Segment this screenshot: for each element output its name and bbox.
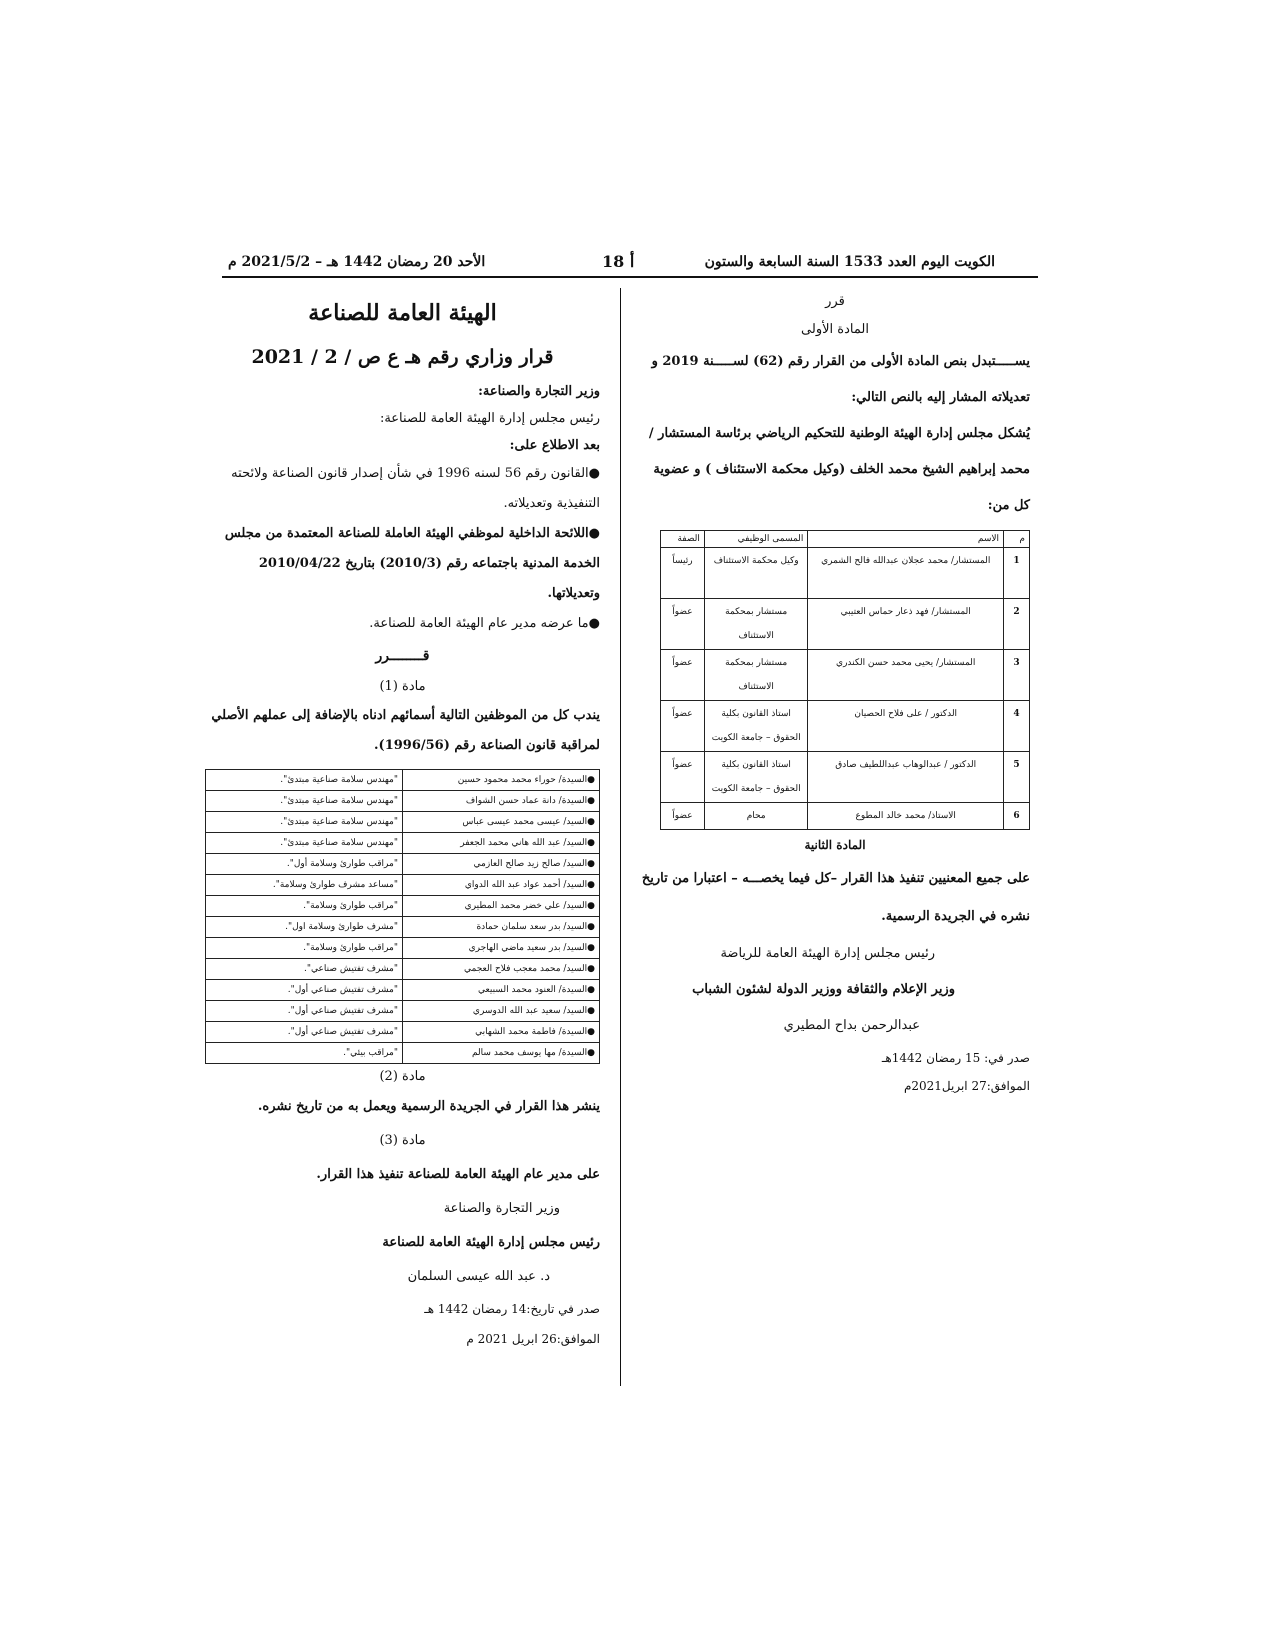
staff-name: ●السيد/ عبد الله هاني محمد الجعفر <box>403 833 600 854</box>
staff-title: "مهندس سلامة صناعية مبتدئ". <box>206 833 403 854</box>
board-member-job: استاذ القانون بكلية الحقوق – جامعة الكويت <box>704 752 808 803</box>
signature-minister-name: عبدالرحمن بداح المطيري <box>783 1018 920 1033</box>
issued-date-right: صدر في: 15 رمضان 1442هـ <box>881 1051 1030 1065</box>
board-member-job: مستشار بمحكمة الاستئناف <box>704 650 808 701</box>
article-3-title: مادة (3) <box>379 1133 426 1148</box>
staff-title: "مهندس سلامة صناعية مبتدئ". <box>206 791 403 812</box>
article-first-title: المادة الأولى <box>801 322 869 337</box>
board-member-role: عضواً <box>661 803 705 830</box>
signature-information-minister: وزير الإعلام والثقافة ووزير الدولة لشئون الشباب <box>692 982 955 997</box>
board-number: 6 <box>1004 803 1030 830</box>
corresponding-date: الموافق:26 ابريل 2021 م <box>466 1332 600 1346</box>
article-2-text: ينشر هذا القرار في الجريدة الرسمية ويعمل به من تاريخ نشره. <box>257 1099 600 1114</box>
board-member-role: عضواً <box>661 599 705 650</box>
staff-name: ●السيد/ صالح زيد صالح العازمي <box>403 854 600 875</box>
board-member-job: وكيل محكمة الاستئناف <box>704 548 808 599</box>
corresponding-date-right: الموافق:27 ابريل2021م <box>903 1079 1030 1093</box>
board-member-role: رئيساً <box>661 548 705 599</box>
reference-regulation: ●اللائحة الداخلية لموظفي الهيئة العاملة للصناعة المعتمدة من مجلس الخدمة المدنية باجتماعه رقم (2010/3) بتاريخ 2010/04/22 وتعديلاتها. <box>224 526 600 601</box>
board-row <box>661 752 1030 803</box>
header-date: الأحد 20 رمضان 1442 هـ – 2021/5/2 م <box>228 254 486 270</box>
staff-name: ●السيدة/ مها يوسف محمد سالم <box>403 1043 600 1064</box>
signature-minister: وزير التجارة والصناعة <box>443 1201 560 1216</box>
signature-chairman: رئيس مجلس إدارة الهيئة العامة للصناعة <box>382 1235 600 1250</box>
article-1-text: يندب كل من الموظفين التالية أسمائهم ادناه بالإضافة إلى عملهم الأصلي لمراقبة قانون الصناعة رقم (1996/56). <box>211 708 600 753</box>
board-number: 2 <box>1004 599 1030 650</box>
staff-row <box>206 791 600 812</box>
board-member-job: مستشار بمحكمة الاستئناف <box>704 599 808 650</box>
decree-title: قرار وزاري رقم هـ ع ص / 2 / 2021 <box>251 346 554 368</box>
review-line: بعد الاطلاع على: <box>509 438 600 453</box>
staff-title: "مشرف تفتيش صناعي". <box>206 959 403 980</box>
right-column <box>640 288 1030 1100</box>
board-formation-text: يُشكل مجلس إدارة الهيئة الوطنية للتحكيم الرياضي برئاسة المستشار / محمد إبراهيم الشيخ محمد الخلف (وكيل محكمة الاستئناف ) و عضوية كل من: <box>648 426 1030 513</box>
board-member-role: عضواً <box>661 701 705 752</box>
staff-title: "مشرف طوارئ وسلامة اول". <box>206 917 403 938</box>
board-row <box>661 548 1030 599</box>
article-2-title: مادة (2) <box>379 1069 426 1084</box>
minister-line: وزير التجارة والصناعة: <box>478 384 600 399</box>
header-page-number: أ 18 <box>602 252 635 271</box>
board-member-job: محام <box>704 803 808 830</box>
board-table <box>660 530 1030 830</box>
col-header-no: م <box>1004 531 1030 548</box>
board-member-role: عضواً <box>661 752 705 803</box>
staff-name: ●السيد/ بدر سعد سلمان حمادة <box>403 917 600 938</box>
staff-row <box>206 896 600 917</box>
staff-title: "مراقب طوارئ وسلامة". <box>206 896 403 917</box>
staff-name: ●السيد/ محمد معجب فلاح العجمي <box>403 959 600 980</box>
board-row <box>661 803 1030 830</box>
staff-row <box>206 1043 600 1064</box>
article-second-title: المادة الثانية <box>804 838 866 852</box>
staff-name: ●السيد/ بدر سعيد ماضي الهاجري <box>403 938 600 959</box>
header-rule <box>222 276 1038 278</box>
col-header-job: المسمى الوظيفي <box>704 531 808 548</box>
board-row <box>661 701 1030 752</box>
reference-law: ●القانون رقم 56 لسنه 1996 في شأن إصدار قانون الصناعة ولائحته التنفيذية وتعديلاته. <box>231 466 600 511</box>
board-number: 5 <box>1004 752 1030 803</box>
board-number: 3 <box>1004 650 1030 701</box>
col-header-role: الصفة <box>661 531 705 548</box>
board-member-role: عضواً <box>661 650 705 701</box>
article-first-text: يســـــتبدل بنص المادة الأولى من القرار رقم (62) لســـــنة 2019 و تعديلاته المشار إليه بالنص التالي: <box>651 354 1030 405</box>
decided-heading-right: قرر <box>825 294 845 309</box>
board-number: 4 <box>1004 701 1030 752</box>
staff-row <box>206 875 600 896</box>
staff-title: "مراقب طوارئ وسلامة أول". <box>206 854 403 875</box>
staff-title: "مشرف تفتيش صناعي أول". <box>206 1001 403 1022</box>
board-member-name: الدكتور / على فلاح الحصيان <box>808 701 1004 752</box>
staff-title: "مشرف تفتيش صناعي أول". <box>206 980 403 1001</box>
staff-title: "مساعد مشرف طوارئ وسلامة". <box>206 875 403 896</box>
staff-row <box>206 1001 600 1022</box>
article-3-text: على مدير عام الهيئة العامة للصناعة تنفيذ هذا القرار. <box>316 1167 600 1182</box>
staff-name: ●السيد/ علي خضر محمد المطيري <box>403 896 600 917</box>
staff-table <box>205 769 600 1064</box>
board-member-job: استاذ القانون بكلية الحقوق – جامعة الكويت <box>704 701 808 752</box>
board-member-name: الاستاذ/ محمد خالد المطوع <box>808 803 1004 830</box>
staff-name: ●السيد/ عيسى محمد عيسى عباس <box>403 812 600 833</box>
staff-row <box>206 938 600 959</box>
article-second-text: على جميع المعنيين تنفيذ هذا القرار –كل فيما يخصـــه – اعتبارا من تاريخ نشره في الجريدة الرسمية. <box>641 871 1030 924</box>
issued-date: صدر في تاريخ:14 رمضان 1442 هـ <box>424 1302 600 1316</box>
staff-name: ●السيد/ سعيد عبد الله الدوسري <box>403 1001 600 1022</box>
board-row <box>661 650 1030 701</box>
staff-row <box>206 770 600 791</box>
left-column <box>205 300 600 1354</box>
staff-title: "مراقب بيئي". <box>206 1043 403 1064</box>
staff-name: ●السيدة/ فاطمة محمد الشهابي <box>403 1022 600 1043</box>
staff-row <box>206 833 600 854</box>
decided-heading: قــــــــرر <box>375 648 430 664</box>
staff-name: ●السيدة/ حوراء محمد محمود حسين <box>403 770 600 791</box>
staff-row <box>206 980 600 1001</box>
column-divider <box>620 288 621 1386</box>
board-member-name: الدكتور / عبدالوهاب عبداللطيف صادق <box>808 752 1004 803</box>
staff-row <box>206 959 600 980</box>
board-row <box>661 599 1030 650</box>
staff-row <box>206 854 600 875</box>
staff-row <box>206 812 600 833</box>
board-number: 1 <box>1004 548 1030 599</box>
signature-sports-chairman: رئيس مجلس إدارة الهيئة العامة للرياضة <box>720 946 935 961</box>
board-member-name: المستشار/ يحيى محمد حسن الكندري <box>808 650 1004 701</box>
col-header-name: الاسم <box>808 531 1004 548</box>
board-member-name: المستشار/ فهد ذعار حماس العتيبي <box>808 599 1004 650</box>
article-1-title: مادة (1) <box>379 679 426 694</box>
staff-title: "مشرف تفتيش صناعي أول". <box>206 1022 403 1043</box>
staff-row <box>206 1022 600 1043</box>
chairman-line: رئيس مجلس إدارة الهيئة العامة للصناعة: <box>379 411 600 426</box>
board-member-name: المستشار/ محمد عجلان عبدالله فالح الشمري <box>808 548 1004 599</box>
staff-name: ●السيدة/ دانة عماد حسن الشواف <box>403 791 600 812</box>
header-gazette-issue: الكويت اليوم العدد 1533 السنة السابعة والستون <box>704 254 995 270</box>
staff-title: "مراقب طوارئ وسلامة". <box>206 938 403 959</box>
staff-name: ●السيد/ أحمد عواد عبد الله الدواي <box>403 875 600 896</box>
reference-proposal: ●ما عرضه مدير عام الهيئة العامة للصناعة. <box>369 616 600 631</box>
signature-name: د. عبد الله عيسى السلمان <box>407 1269 550 1284</box>
staff-title: "مهندس سلامة صناعية مبتدئ". <box>206 770 403 791</box>
staff-name: ●السيدة/ العنود محمد السبيعي <box>403 980 600 1001</box>
staff-row <box>206 917 600 938</box>
staff-title: "مهندس سلامة صناعية مبتدئ". <box>206 812 403 833</box>
agency-title: الهيئة العامة للصناعة <box>308 300 497 326</box>
